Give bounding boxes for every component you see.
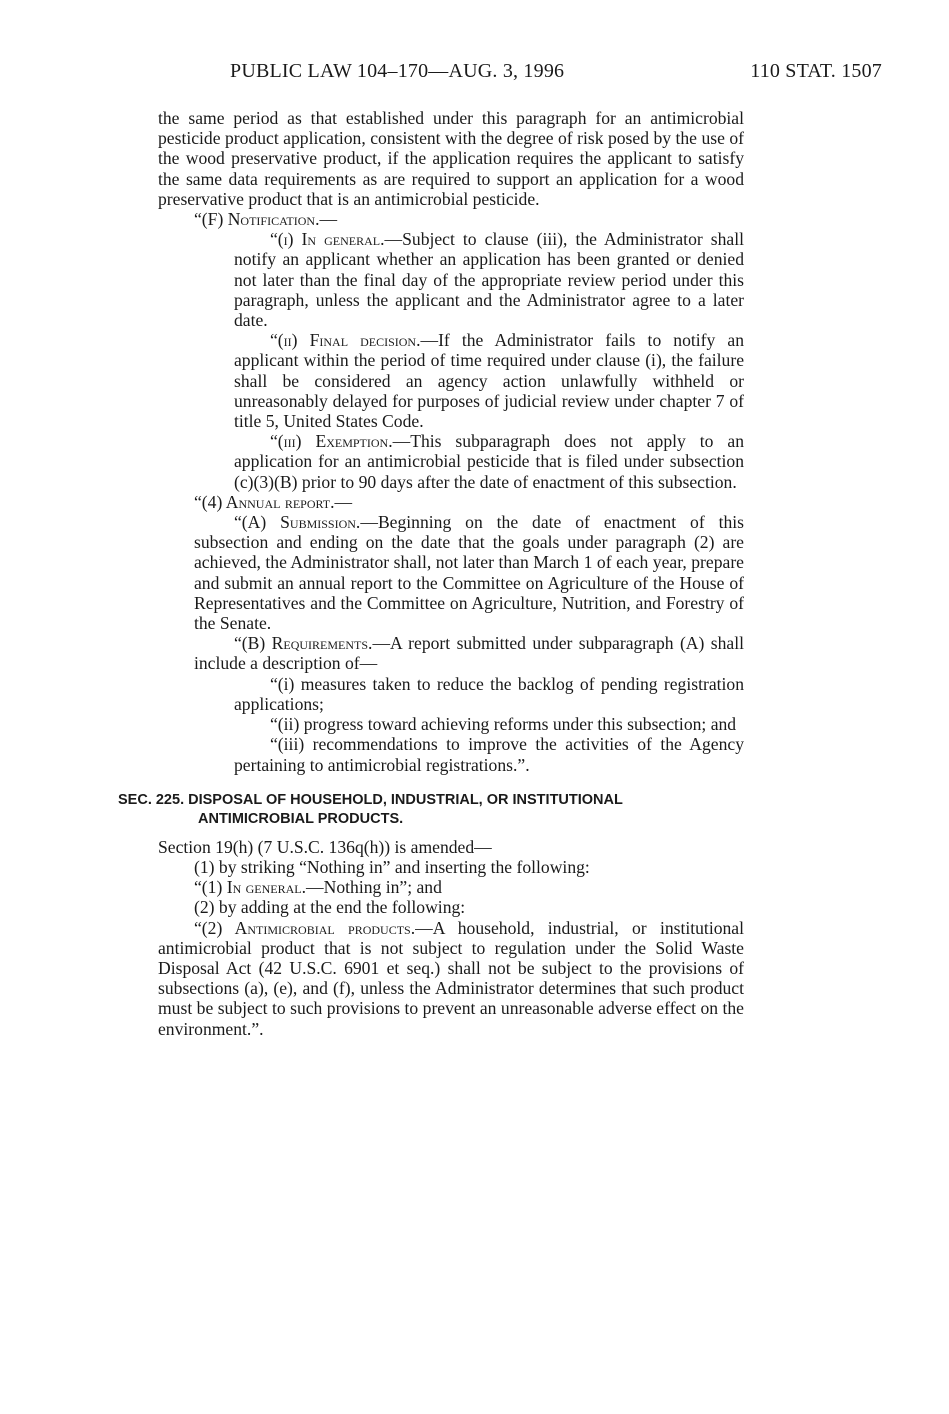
clause-label: “(iii) Exemption. — [270, 431, 393, 452]
clause-label: “(1) In general. — [194, 877, 307, 898]
section-heading-line1: SEC. 225. DISPOSAL OF HOUSEHOLD, INDUSTRIAL, OR INSTITUTIONAL — [118, 791, 623, 808]
document-body — [118, 108, 745, 1039]
section-heading — [118, 791, 744, 829]
amendment-item-1: (1) by striking “Nothing in” and inserting the following: — [194, 856, 590, 877]
subparagraph-a: “(A) Submission.—Beginning on the date of enactment of this subsection and ending on the date that the goals under paragraph (2) are achieved, the Administrator shall, not later than March 1 of each year, prepare and submit an annual report to the Committee on Agriculture of the House of Representatives and the Committee on Agriculture, Nutrition, and Forestry of the Senate. — [194, 512, 744, 634]
clause-label: “(2) Antimicrobial products. — [194, 917, 416, 938]
clause-b-i: “(i) measures taken to reduce the backlog of pending registration applications; — [234, 673, 744, 714]
clause-label: “(B) Requirements. — [234, 633, 373, 654]
clause-f-ii: “(ii) Final decision.—If the Administrator fails to notify an applicant within the period of time required under clause (i), the failure shall be considered an agency action unlawfully withheld or unreasonably delayed for purposes of judicial review under chapter 7 of title 5, United States Code. — [234, 330, 744, 432]
clause-label: “(i) In general. — [270, 229, 385, 250]
running-header — [230, 60, 882, 88]
clause-b-ii: “(ii) progress toward achieving reforms under this subsection; and — [270, 714, 737, 735]
subparagraph-b: “(B) Requirements.—A report submitted under subparagraph (A) shall include a description of— — [194, 633, 744, 674]
amendment-item-1-quote: “(1) In general.—Nothing in”; and — [194, 877, 442, 898]
header-page-ref: 110 STAT. 1507 — [750, 60, 882, 82]
clause-f-i: “(i) In general.—Subject to clause (iii), the Administrator shall notify an applicant whether an application has been granted or denied not later than the final day of the appropriate review period under this paragraph, unless the applicant and the Administrator agree to a later date. — [234, 229, 744, 331]
section-intro: Section 19(h) (7 U.S.C. 136q(h)) is amended— — [158, 836, 492, 857]
paragraph-continuation: the same period as that established under this paragraph for an antimicrobial pesticide product application, consistent with the degree of risk posed by the use of the wood preservative product, if the application requires the applicant to satisfy the same data requirements as are required to support an application for a wood preservative product that is an antimicrobial pesticide. — [158, 108, 744, 209]
section-heading-line2: ANTIMICROBIAL PRODUCTS. — [198, 810, 404, 827]
amendment-item-2-quote: “(2) Antimicrobial products.—A household, industrial, or institutional antimicrobial product that is not subject to regulation under the Solid Waste Disposal Act (42 U.S.C. 6901 et seq.) shall not be subject to the provisions of subsections (a), (e), and (f), unless the Administrator determines that such product must be subject to such provisions to prevent an unreasonable adverse effect on the environment.”. — [158, 917, 745, 1039]
paragraph-4-heading: “(4) Annual report.— — [194, 491, 353, 512]
clause-label: “(ii) Final decision. — [270, 330, 421, 351]
clause-label: “(A) Submission. — [234, 512, 361, 533]
header-title: PUBLIC LAW 104–170—AUG. 3, 1996 — [230, 60, 565, 82]
clause-b-iii: “(iii) recommendations to improve the activities of the Agency pertaining to antimicrobial registrations.”. — [234, 734, 744, 775]
amendment-item-2: (2) by adding at the end the following: — [194, 897, 466, 918]
clause-f-iii: “(iii) Exemption.—This subparagraph does not apply to an application for an antimicrobial pesticide that is filed under subsection (c)(3)(B) prior to 90 days after the date of enactment of this subsection. — [234, 431, 744, 492]
subparagraph-f-heading: “(F) Notification.— — [194, 209, 338, 230]
